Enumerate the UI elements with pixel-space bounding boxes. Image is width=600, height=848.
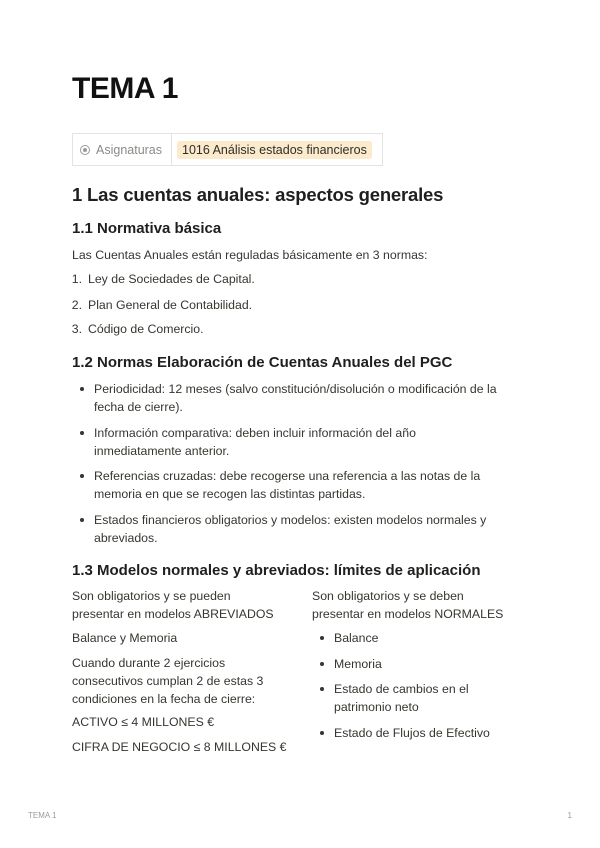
bullet-icon bbox=[80, 431, 84, 435]
list-item: Memoria bbox=[312, 655, 528, 673]
list-item: Información comparativa: deben incluir información del año inmediatamente anterior. bbox=[72, 424, 528, 460]
bullet-icon bbox=[320, 662, 324, 666]
property-row bbox=[72, 133, 383, 166]
bullet-icon bbox=[80, 474, 84, 478]
limit-activo: ACTIVO ≤ 4 MILLONES € bbox=[72, 715, 215, 729]
subject-tag: 1016 Análisis estados financieros bbox=[177, 141, 372, 159]
bullet-icon bbox=[80, 518, 84, 522]
bullet-icon bbox=[320, 636, 324, 640]
list-item: Estados financieros obligatorios y modelos: existen modelos normales y abreviados. bbox=[72, 511, 528, 547]
list-item: Periodicidad: 12 meses (salvo constitución/disolución o modificación de la fecha de cierre). bbox=[72, 380, 528, 416]
list-item: 2. Plan General de Contabilidad. bbox=[71, 298, 253, 312]
footer-title: TEMA 1 bbox=[28, 811, 57, 820]
abreviados-docs: Balance y Memoria bbox=[72, 631, 178, 645]
subsection-heading-1-1: 1.1 Normativa básica bbox=[72, 220, 222, 237]
bullet-icon bbox=[80, 387, 84, 391]
property-name[interactable] bbox=[73, 134, 172, 165]
abreviados-conditions: Cuando durante 2 ejercicios consecutivos cumplan 2 de estas 3 condiciones en la fecha de cierre: bbox=[72, 656, 264, 706]
abreviados-intro: Son obligatorios y se pueden presentar en modelos ABREVIADOS bbox=[72, 589, 274, 621]
property-value[interactable] bbox=[172, 134, 382, 165]
bullet-icon bbox=[320, 687, 324, 691]
circle-select-icon bbox=[80, 145, 90, 155]
bullet-icon bbox=[320, 731, 324, 735]
list-item: Referencias cruzadas: debe recogerse una referencia a las notas de la memoria en que se recogen las distintas partidas. bbox=[72, 467, 528, 503]
list-item: 1. Ley de Sociedades de Capital. bbox=[71, 272, 255, 286]
subsection-heading-1-2: 1.2 Normas Elaboración de Cuentas Anuales del PGC bbox=[72, 354, 453, 371]
section-heading: 1 Las cuentas anuales: aspectos generales bbox=[72, 184, 444, 205]
subsection-heading-1-3: 1.3 Modelos normales y abreviados: límites de aplicación bbox=[72, 562, 481, 579]
normales-intro: Son obligatorios y se deben presentar en modelos NORMALES bbox=[312, 589, 504, 621]
limit-cifra-negocio: CIFRA DE NEGOCIO ≤ 8 MILLONES € bbox=[72, 740, 287, 754]
list-item: 3. Código de Comercio. bbox=[71, 322, 204, 336]
footer-page-number: 1 bbox=[567, 811, 572, 820]
page-title: TEMA 1 bbox=[72, 72, 178, 105]
list-item: Estado de Flujos de Efectivo bbox=[312, 724, 528, 742]
property-label: Asignaturas bbox=[96, 142, 163, 157]
list-item: Estado de cambios en el patrimonio neto bbox=[312, 680, 528, 716]
list-item: Balance bbox=[312, 629, 528, 647]
paragraph-normativa: Las Cuentas Anuales están reguladas básicamente en 3 normas: bbox=[72, 248, 428, 262]
